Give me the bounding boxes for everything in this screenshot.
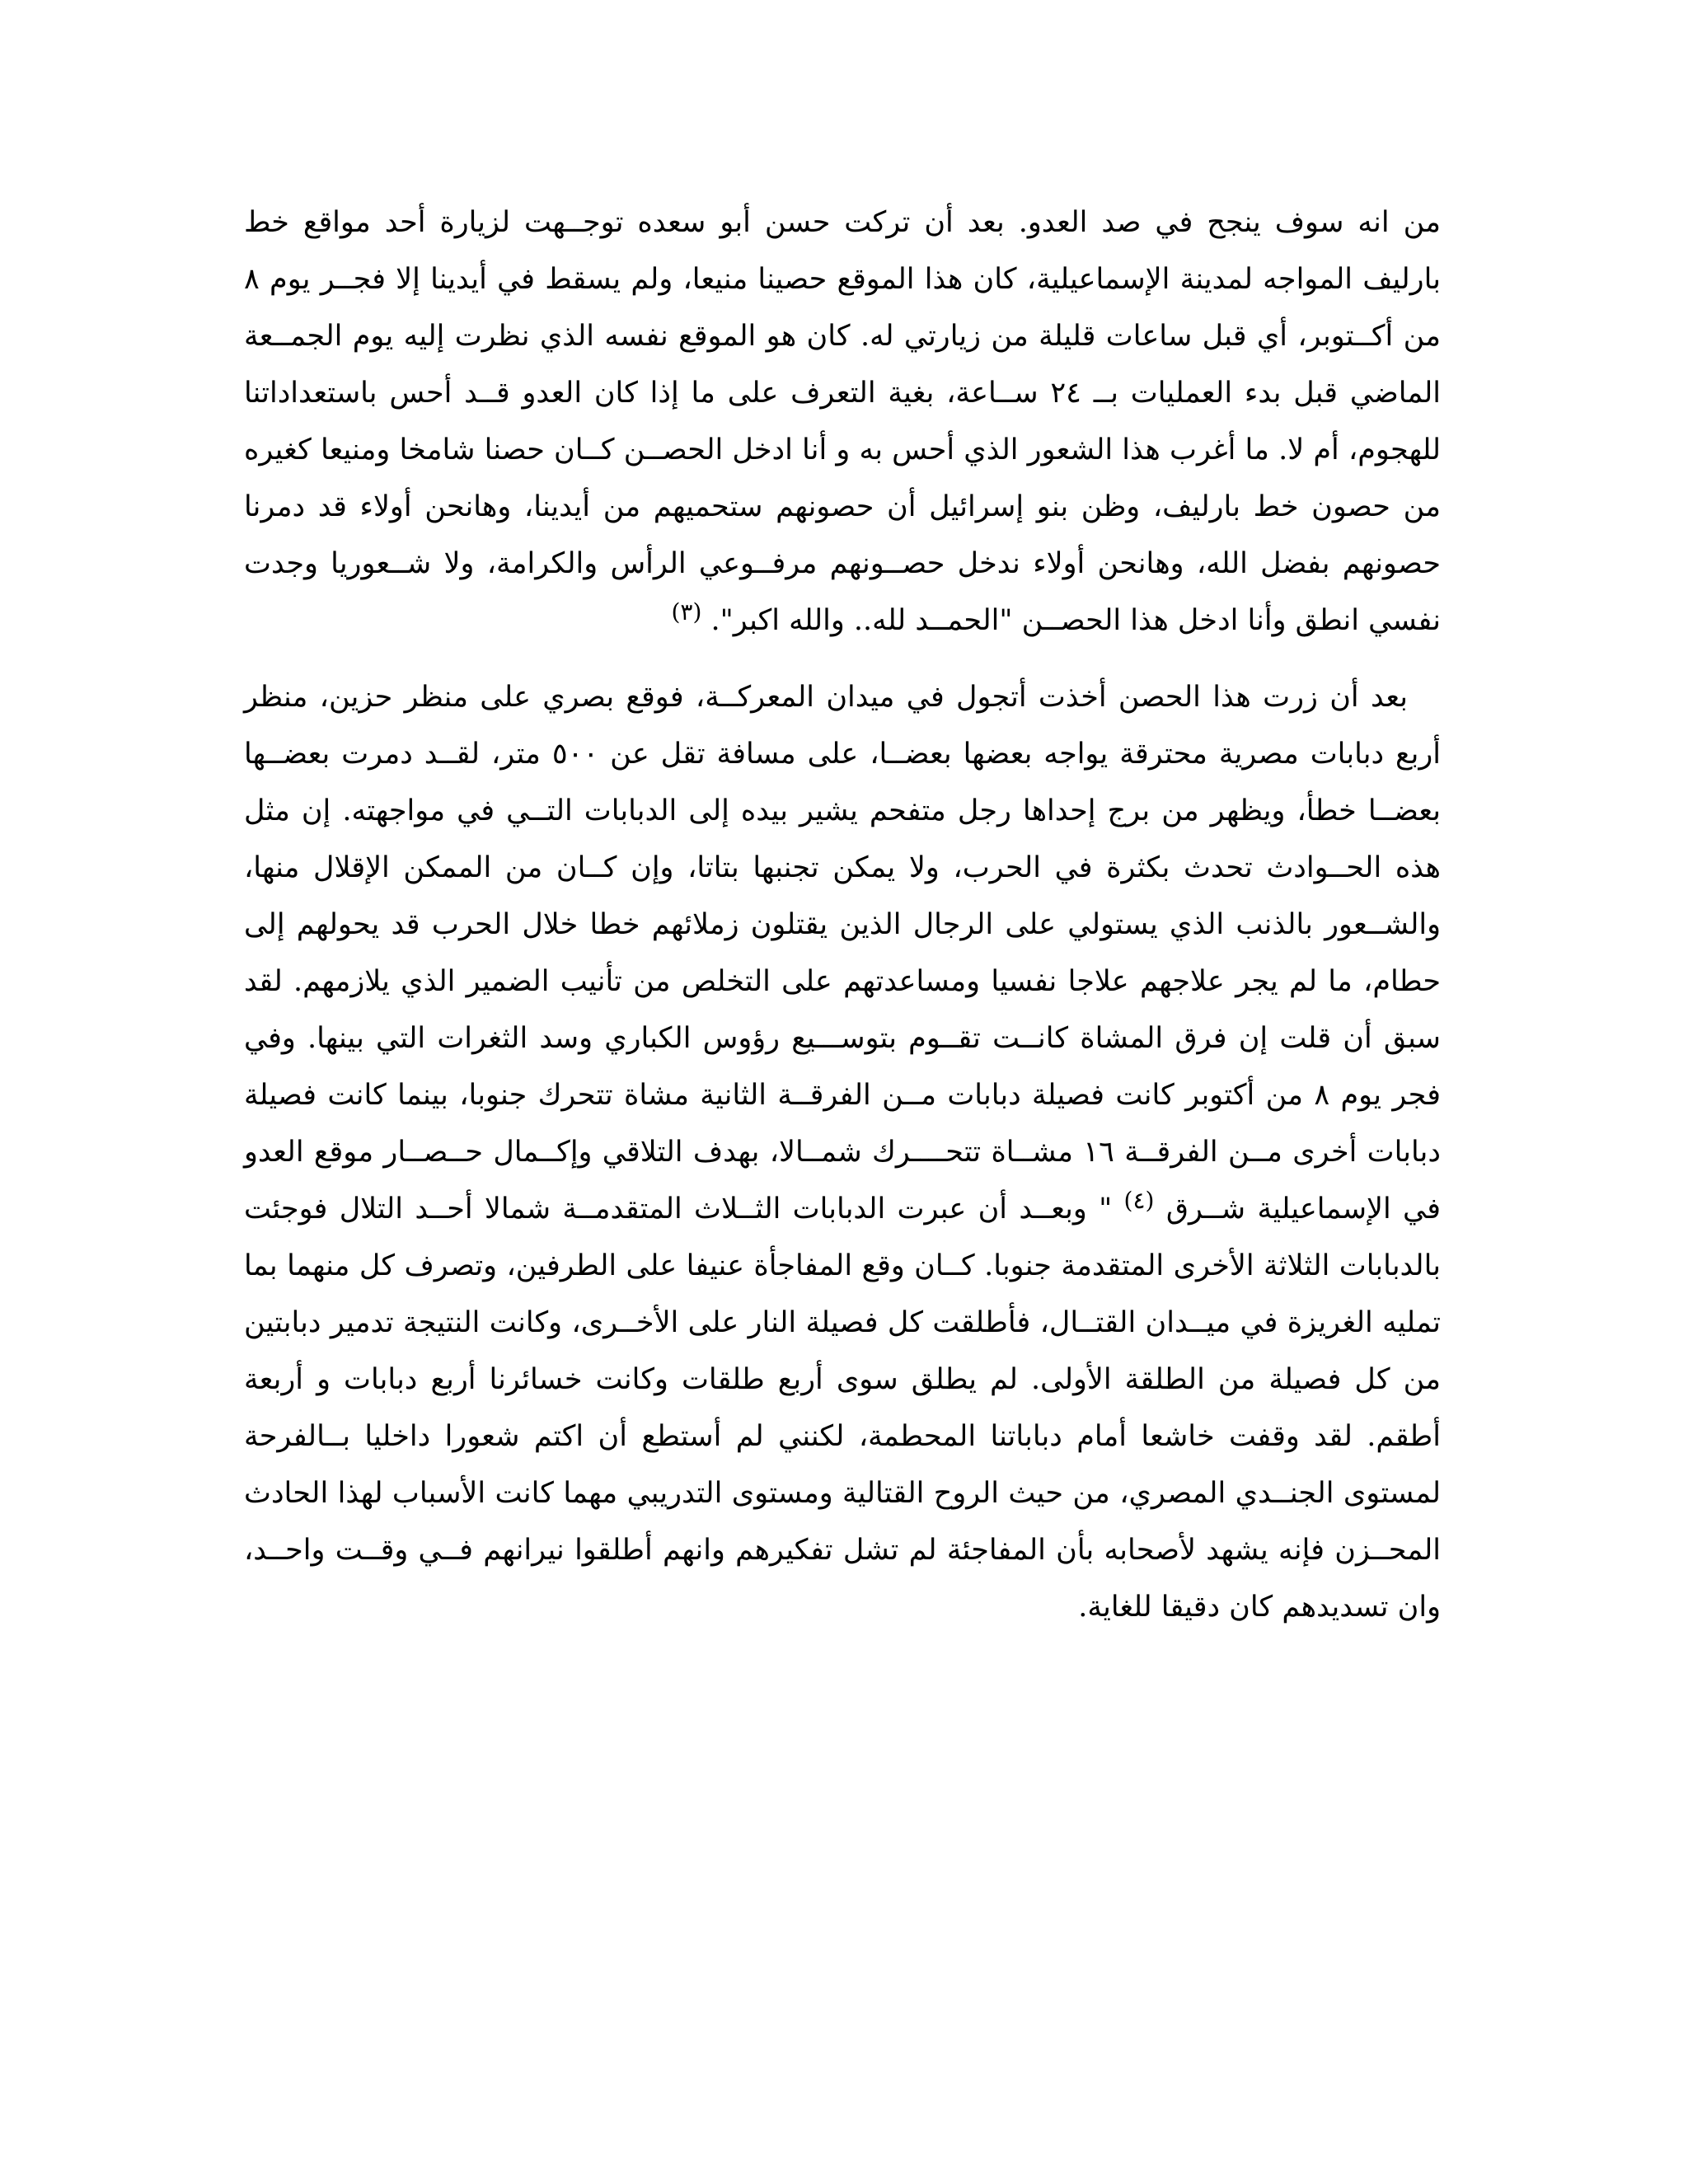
footnote-ref-4: (٤): [1123, 1187, 1155, 1214]
paragraph-2: [244, 669, 1441, 1636]
document-page: [244, 194, 1441, 1636]
footnote-ref-3: (٣): [671, 598, 702, 626]
paragraph-2-text-after: " وبعــد أن عبرت الدبابات الثــلاث المتقدمــة شمالا أحــد التلال فوجئت بالدبابات الثلاثة الأخرى المتقدمة جنوبا. كــان وقع المفاجأة عنيفا على الطرفين، وتصرف كل منهما بما تمليه الغريزة في ميــدان القتــال، فأطلقت كل فصيلة النار على الأخــرى، وكانت النتيجة تدمير دبابتين من كل فصيلة من الطلقة الأولى. لم يطلق سوى أربع طلقات وكانت خسائرنا أربع دبابات و أربعة أطقم. لقد وقفت خاشعا أمام دباباتنا المحطمة، لكنني لم أستطع أن اكتم شعورا داخليا بــالفرحة لمستوى الجنــدي المصري، من حيث الروح القتالية ومستوى التدريبي مهما كانت الأسباب لهذا الحادث المحــزن فإنه يشهد لأصحابه بأن المفاجئة لم تشل تفكيرهم وانهم أطلقوا نيرانهم فــي وقــت واحــد، وان تسديدهم كان دقيقا للغاية.: [244, 1193, 1442, 1624]
paragraph-2-text-before: بعد أن زرت هذا الحصن أخذت أتجول في ميدان المعركــة، فوقع بصري على منظر حزين، منظر أربع دبابات مصرية محترقة يواجه بعضها بعضــا، على مسافة تقل عن ٥٠٠ متر، لقــد دمرت بعضــها بعضــا خطأ، ويظهر من برج إحداها رجل متفحم يشير بيده إلى الدبابات التــي في مواجهته. إن مثل هذه الحــوادث تحدث بكثرة في الحرب، ولا يمكن تجنبها بتاتا، وإن كــان من الممكن الإقلال منها، والشــعور بالذنب الذي يستولي على الرجال الذين يقتلون زملائهم خطا خلال الحرب قد يحولهم إلى حطام، ما لم يجر علاجهم علاجا نفسيا ومساعدتهم على التخلص من تأنيب الضمير الذي يلازمهم. لقد سبق أن قلت إن فرق المشاة كانــت تقــوم بتوســـيع رؤوس الكباري وسد الثغرات التي بينها. وفي فجر يوم ٨ من أكتوبر كانت فصيلة دبابات مــن الفرقــة الثانية مشاة تتحرك جنوبا، بينما كانت فصيلة دبابات أخرى مــن الفرقــة ١٦ مشــاة تتحــــرك شمــالا، بهدف التلاقي وإكــمال حــصــار موقع العدو في الإسماعيلية شــرق: [244, 681, 1441, 1226]
paragraph-1: [244, 194, 1441, 649]
paragraph-1-text: من انه سوف ينجح في صد العدو. بعد أن تركت حسن أبو سعده توجــهت لزيارة أحد مواقع خط بارليف المواجه لمدينة الإسماعيلية، كان هذا الموقع حصينا منيعا، ولم يسقط في أيدينا إلا فجــر يوم ٨ من أكــتوبر، أي قبل ساعات قليلة من زيارتي له. كان هو الموقع نفسه الذي نظرت إليه يوم الجمــعة الماضي قبل بدء العمليات بــ ٢٤ ســاعة، بغية التعرف على ما إذا كان العدو قــد أحس باستعداداتنا للهجوم، أم لا. ما أغرب هذا الشعور الذي أحس به و أنا ادخل الحصــن كــان حصنا شامخا ومنيعا كغيره من حصون خط بارليف، وظن بنو إسرائيل أن حصونهم ستحميهم من أيدينا، وهانحن أولاء قد دمرنا حصونهم بفضل الله، وهانحن أولاء ندخل حصــونهم مرفــوعي الرأس والكرامة، ولا شــعوريا وجدت نفسي انطق وأنا ادخل هذا الحصــن "الحمــد لله.. والله اكبر".: [244, 206, 1441, 637]
